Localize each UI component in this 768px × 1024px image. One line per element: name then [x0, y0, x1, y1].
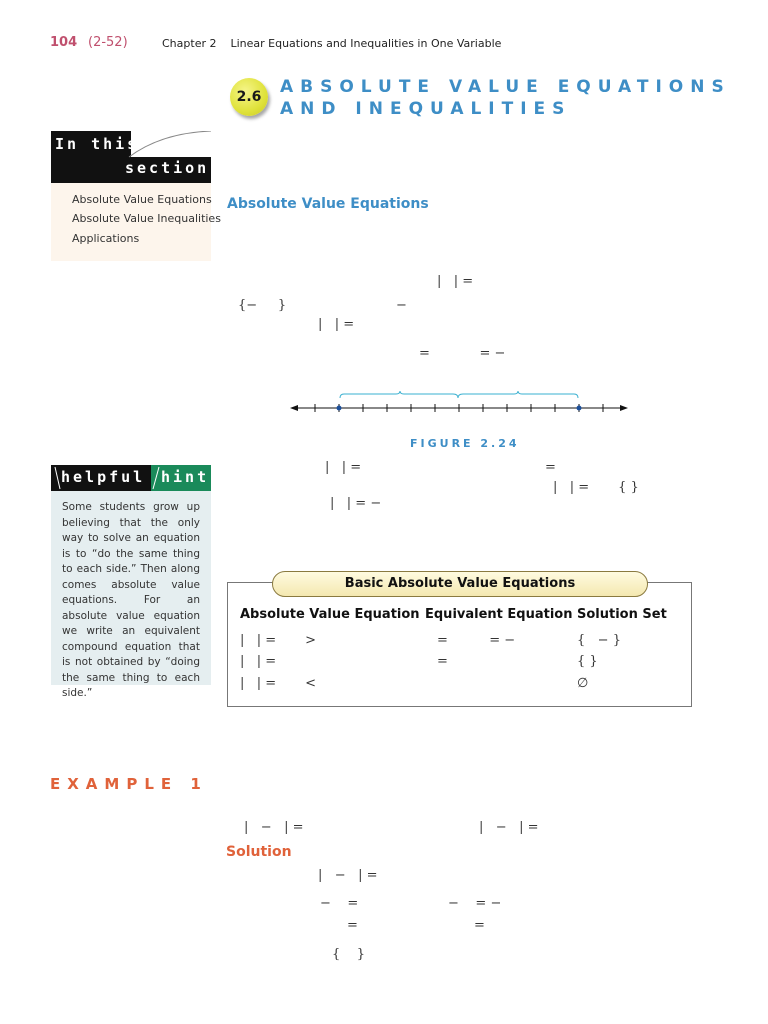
hint-word-helpful: helpful: [61, 468, 146, 486]
section-topic-item: Absolute Value Equations: [72, 193, 212, 206]
example-label: EXAMPLE 1: [50, 775, 208, 793]
table-header: Absolute Value Equation: [240, 607, 420, 622]
table-title: Basic Absolute Value Equations: [272, 571, 648, 597]
table-cell: | | = >: [240, 633, 317, 648]
math-fragment: − = −: [448, 896, 502, 911]
page-number: 104: [50, 35, 78, 50]
math-fragment: | | = { }: [553, 480, 639, 495]
math-fragment: | | =: [318, 317, 355, 332]
math-fragment: | | =: [437, 274, 474, 289]
table-cell: =: [437, 654, 448, 669]
subsection-heading: Absolute Value Equations: [227, 196, 429, 212]
helpful-hint-label: [51, 465, 211, 491]
section-title: [280, 76, 731, 120]
table-header: Equivalent Equation: [425, 607, 573, 622]
table-cell: ∅: [577, 676, 589, 691]
section-number-badge: 2.6: [230, 78, 268, 116]
section-title-line1: ABSOLUTE VALUE EQUATIONS: [280, 77, 731, 97]
math-fragment: | − | =: [479, 820, 539, 835]
label-word-section: section: [125, 159, 210, 177]
section-topic-item: Applications: [72, 232, 140, 245]
table-header: Solution Set: [577, 607, 667, 622]
math-fragment: =: [545, 460, 556, 475]
table-cell: = = −: [437, 633, 516, 648]
math-fragment: =: [474, 918, 485, 933]
table-cell: { − }: [577, 633, 621, 648]
math-fragment: { }: [332, 947, 366, 962]
solution-label: Solution: [226, 844, 292, 860]
math-fragment: −: [396, 298, 407, 313]
math-fragment: | − | =: [244, 820, 304, 835]
math-fragment: | | =: [325, 460, 362, 475]
hint-word-hint: hint: [161, 468, 210, 486]
math-fragment: = = −: [419, 346, 506, 361]
table-cell: | | = <: [240, 676, 317, 691]
math-fragment: | | = −: [330, 496, 382, 511]
label-word-in-this: In this: [55, 135, 140, 153]
number-line-figure: [288, 390, 630, 420]
math-fragment: =: [347, 918, 358, 933]
table-cell: | | =: [240, 654, 277, 669]
page-range: (2-52): [88, 35, 128, 50]
section-title-line2: AND INEQUALITIES: [280, 99, 572, 119]
chapter-heading: Chapter 2 Linear Equations and Inequalities in One Variable: [162, 37, 502, 50]
math-fragment: {− }: [238, 298, 287, 313]
table-cell: { }: [577, 654, 598, 669]
math-fragment: | − | =: [318, 868, 378, 883]
math-fragment: − =: [320, 896, 359, 911]
figure-caption: FIGURE 2.24: [410, 437, 520, 450]
in-this-section-label: [51, 131, 211, 183]
helpful-hint-text: Some students grow up believing that the only way to solve an equation is to “do the same thing to each side.” Then along comes absolute value equations. For an absolute value equation we write an equivalent compound equation that is not obtained by “doing the same thing to each side.”: [62, 501, 200, 699]
section-topic-item: Absolute Value Inequalities: [72, 212, 221, 225]
